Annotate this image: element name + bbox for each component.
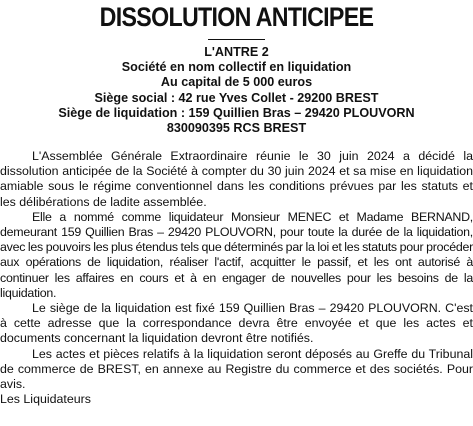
company-header [0,45,473,136]
notice-title: DISSOLUTION ANTICIPEE [99,2,374,32]
registered-office: Siège social : 42 rue Yves Collet - 29200 BREST [94,90,379,105]
company-capital: Au capital de 5 000 euros [160,75,313,90]
company-name: L'ANTRE 2 [204,45,269,59]
rcs-number: 830090395 RCS BREST [166,121,307,136]
paragraph-liquidation-seat: Le siège de la liquidation est fixé 159 Quillien Bras – 29420 PLOUVORN. C'est à cette adresse que la correspondance devra être envoyée et que les actes et documents concernant la liquidation devront être notifiés. [0,301,473,346]
paragraph-filing: Les actes et pièces relatifs à la liquidation seront déposés au Greffe du Tribunal de commerce de BREST, en annexe au Registre du commerce et des sociétés. Pour avis. [0,346,473,392]
paragraph-dissolution: L'Assemblée Générale Extraordinaire réunie le 30 juin 2024 a décidé la dissolution anticipée de la Société à compter du 30 juin 2024 et sa mise en liquidation amiable sous le régime conventionnel dans les conditions prévues par les statuts et les délibérations de ladite assemblée. [0,149,473,209]
signature: Les Liquidateurs [0,392,91,407]
company-form: Société en nom collectif en liquidation [121,60,352,75]
title-divider [208,39,265,40]
notice-body [0,149,473,407]
liquidation-office: Siège de liquidation : 159 Quillien Bras – 29420 PLOUVORN [58,105,415,120]
paragraph-liquidator: Elle a nommé comme liquidateur Monsieur MENEC et Madame BERNAND, demeurant 159 Quillien Bras – 29420 PLOUVORN, pour toute la durée de la liquidation, avec les pouvoirs les plus étendus tels que déterminés par la loi et les statuts pour procéder aux opérations de liquidation, réaliser l'actif, acquitter le passif, et les ont autorisé à continuer les affaires en cours et à en engager de nouvelles pour les besoins de la liquidation. [0,209,473,300]
